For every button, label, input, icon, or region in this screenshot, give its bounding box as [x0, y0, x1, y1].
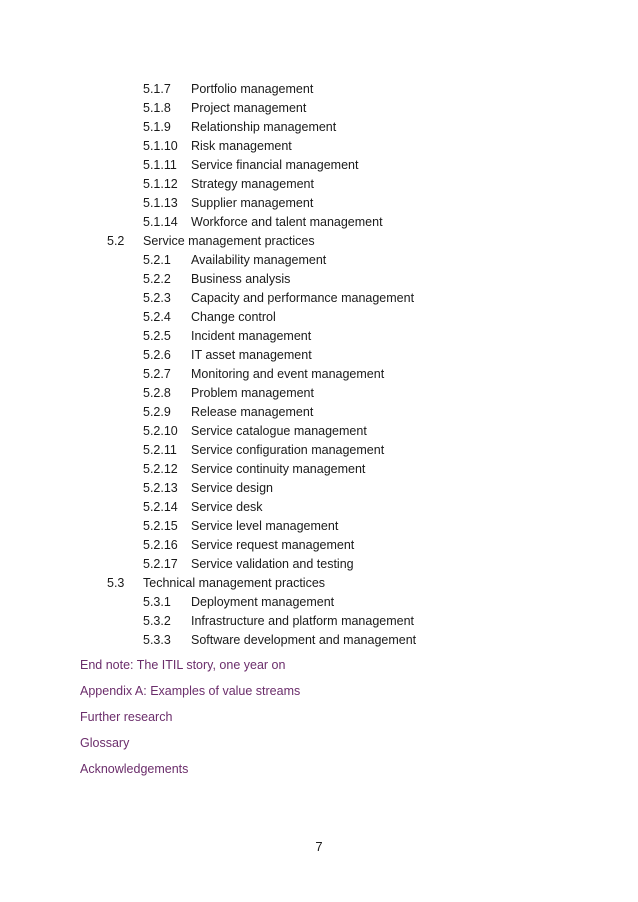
toc-entry-title: Software development and management [191, 633, 417, 647]
toc-entry-number: 5.1.9 [143, 120, 171, 134]
toc-entry-number: 5.2.12 [143, 462, 178, 476]
toc-entry-number: 5.2.16 [143, 538, 178, 552]
toc-entry-number: 5.1.7 [143, 82, 171, 96]
toc-entry-title: Service level management [191, 519, 339, 533]
toc-section-number: 5.3 [107, 576, 125, 590]
toc-entry-number: 5.1.13 [143, 196, 178, 210]
toc-entry-title: Service request management [191, 538, 355, 552]
toc-entry-title: Service catalogue management [191, 424, 367, 438]
toc-link-end-note[interactable]: End note: The ITIL story, one year on [80, 658, 286, 672]
toc-entry-title: Supplier management [191, 196, 314, 210]
toc-entry-number: 5.2.10 [143, 424, 178, 438]
toc-entry-title: Service design [191, 481, 273, 495]
toc-entry-title: Workforce and talent management [191, 215, 383, 229]
toc-entry-number: 5.2.13 [143, 481, 178, 495]
toc-entry-title: Service configuration management [191, 443, 385, 457]
toc-entry-number: 5.2.3 [143, 291, 171, 305]
toc-entry-title: Service desk [191, 500, 263, 514]
toc-entry-title: Infrastructure and platform management [191, 614, 415, 628]
toc-entry-title: Service financial management [191, 158, 359, 172]
toc-link-further-research[interactable]: Further research [80, 710, 173, 724]
toc-entry-number: 5.2.6 [143, 348, 171, 362]
toc-entry-number: 5.1.10 [143, 139, 178, 153]
toc-entry-title: Problem management [191, 386, 314, 400]
toc-entry-number: 5.2.17 [143, 557, 178, 571]
toc-entry-title: Service continuity management [191, 462, 366, 476]
toc-entry-number: 5.1.14 [143, 215, 178, 229]
toc-section-title: Service management practices [143, 234, 315, 248]
toc-entry-title: Risk management [191, 139, 292, 153]
toc-section-number: 5.2 [107, 234, 125, 248]
toc-entry-number: 5.2.15 [143, 519, 178, 533]
toc-entry-title: Monitoring and event management [191, 367, 385, 381]
toc-entry-title: Deployment management [191, 595, 335, 609]
toc-entry-number: 5.2.5 [143, 329, 171, 343]
toc-entry-title: Availability management [191, 253, 327, 267]
toc-entry-title: Capacity and performance management [191, 291, 415, 305]
toc-link-appendix-a[interactable]: Appendix A: Examples of value streams [80, 684, 301, 698]
toc-entry-number: 5.2.2 [143, 272, 171, 286]
toc-entry-title: Change control [191, 310, 276, 324]
toc-link-glossary[interactable]: Glossary [80, 736, 130, 750]
toc-entry-title: Relationship management [191, 120, 337, 134]
toc-entry-title: Release management [191, 405, 314, 419]
toc-entry-number: 5.1.8 [143, 101, 171, 115]
toc-entry-number: 5.3.3 [143, 633, 171, 647]
toc-entry-title: Portfolio management [191, 82, 314, 96]
toc-entry-number: 5.1.12 [143, 177, 178, 191]
toc-entry-number: 5.2.9 [143, 405, 171, 419]
toc-entry-title: Business analysis [191, 272, 291, 286]
toc-entry-title: Project management [191, 101, 307, 115]
toc-entry-title: Strategy management [191, 177, 314, 191]
toc-entry-title: Incident management [191, 329, 312, 343]
toc-link-acknowledgements[interactable]: Acknowledgements [80, 762, 189, 776]
page-number: 7 [315, 839, 323, 854]
toc-entry-number: 5.2.4 [143, 310, 171, 324]
toc-entry-title: IT asset management [191, 348, 312, 362]
toc-entry-number: 5.2.8 [143, 386, 171, 400]
toc-entry-number: 5.1.11 [143, 158, 177, 172]
toc-entry-number: 5.3.2 [143, 614, 171, 628]
toc-entry-number: 5.2.11 [143, 443, 177, 457]
toc-entry-number: 5.2.1 [143, 253, 171, 267]
toc-entry-title: Service validation and testing [191, 557, 354, 571]
toc-entry-number: 5.2.14 [143, 500, 178, 514]
toc-entry-number: 5.2.7 [143, 367, 171, 381]
toc-entry-number: 5.3.1 [143, 595, 171, 609]
toc-section-title: Technical management practices [143, 576, 326, 590]
